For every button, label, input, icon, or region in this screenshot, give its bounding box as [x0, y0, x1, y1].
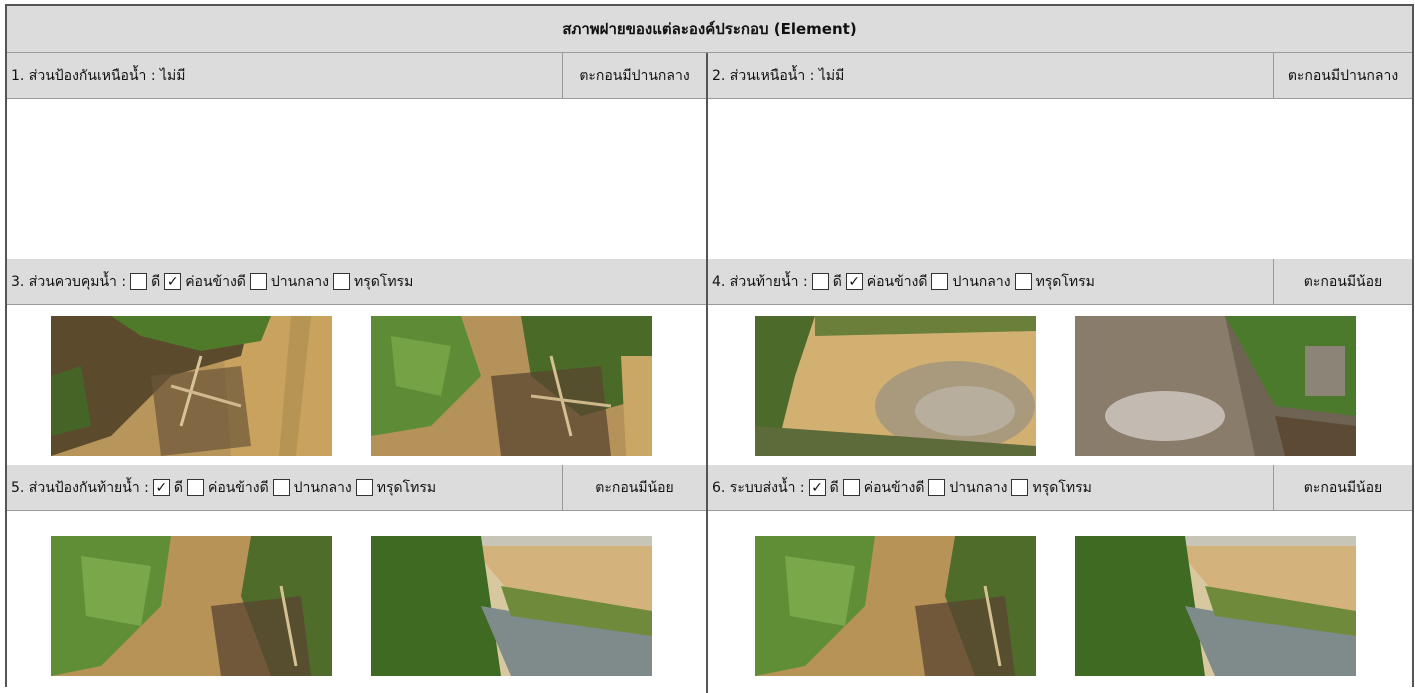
checkbox-e6-1[interactable]: [843, 479, 860, 496]
checkbox-e5-0[interactable]: ✓: [153, 479, 170, 496]
sheet-title: สภาพฝายของแต่ละองค์ประกอบ (Element): [7, 6, 1412, 53]
element-4-label: 4. ส่วนท้ายน้ำ :: [712, 273, 808, 290]
checkbox-label-e4-3: ทรุดโทรม: [1035, 273, 1095, 290]
element-2-label: 2. ส่วนเหนือน้ำ : ไม่มี: [712, 67, 845, 84]
checkbox-e3-1[interactable]: ✓: [164, 273, 181, 290]
element-6-photo-1: [755, 536, 1036, 676]
checkbox-e5-3[interactable]: [356, 479, 373, 496]
element-6-header: [708, 465, 1412, 511]
checkbox-e3-2[interactable]: [250, 273, 267, 290]
element-3-label-group: [7, 271, 706, 293]
element-6-label-group: [708, 477, 1273, 499]
checkbox-e6-0[interactable]: ✓: [809, 479, 826, 496]
element-5-photo-1: [51, 536, 332, 676]
element-4-label-group: [708, 271, 1273, 293]
element-5-label: 5. ส่วนป้องกันท้ายน้ำ :: [11, 479, 149, 496]
checkbox-label-e4-0: ดี: [832, 273, 842, 290]
element-1-header: [7, 53, 706, 99]
element-3-options: [126, 271, 413, 293]
element-3-label: 3. ส่วนควบคุมน้ำ :: [11, 273, 127, 290]
checkbox-label-e6-1: ค่อนข้างดี: [863, 479, 925, 496]
element-4-header: [708, 259, 1412, 305]
checkbox-label-e3-1: ค่อนข้างดี: [185, 273, 246, 290]
checkbox-label-e5-1: ค่อนข้างดี: [207, 479, 269, 496]
checkbox-label-e4-2: ปานกลาง: [952, 273, 1011, 290]
checkbox-label-e6-3: ทรุดโทรม: [1032, 479, 1092, 496]
checkbox-label-e6-2: ปานกลาง: [949, 479, 1008, 496]
element-3-photo-2: [371, 316, 652, 456]
checkbox-label-e3-0: ดี: [151, 273, 161, 290]
checkbox-label-e3-3: ทรุดโทรม: [353, 273, 414, 290]
element-6-photo-2: [1075, 536, 1356, 676]
element-2-header: [708, 53, 1412, 99]
element-4-options: [808, 271, 1095, 293]
element-1-label: 1. ส่วนป้องกันเหนือน้ำ : ไม่มี: [11, 67, 186, 84]
checkbox-label-e5-3: ทรุดโทรม: [376, 479, 437, 496]
checkbox-e4-1[interactable]: ✓: [846, 273, 863, 290]
element-1-status: ตะกอนมีปานกลาง: [562, 53, 706, 98]
checkbox-e4-3[interactable]: [1015, 273, 1032, 290]
checkbox-e6-3[interactable]: [1011, 479, 1028, 496]
element-4-status: ตะกอนมีน้อย: [1273, 259, 1412, 304]
element-condition-sheet: [5, 4, 1414, 687]
column-divider: [706, 53, 708, 693]
element-5-status: ตะกอนมีน้อย: [562, 465, 706, 510]
checkbox-e5-1[interactable]: [187, 479, 204, 496]
checkbox-e4-2[interactable]: [931, 273, 948, 290]
element-6-status: ตะกอนมีน้อย: [1273, 465, 1412, 510]
element-5-options: [149, 477, 436, 499]
element-4-photo-2: [1075, 316, 1356, 456]
element-5-header: [7, 465, 706, 511]
checkbox-label-e3-2: ปานกลาง: [270, 273, 329, 290]
checkbox-label-e4-1: ค่อนข้างดี: [866, 273, 928, 290]
element-4-photo-1: [755, 316, 1036, 456]
element-6-options: [805, 477, 1092, 499]
checkbox-label-e6-0: ดี: [829, 479, 839, 496]
element-5-photo-2: [371, 536, 652, 676]
checkbox-e6-2[interactable]: [928, 479, 945, 496]
checkbox-label-e5-0: ดี: [173, 479, 183, 496]
element-3-photo-1: [51, 316, 332, 456]
element-3-header: [7, 259, 706, 305]
checkbox-e4-0[interactable]: [812, 273, 829, 290]
checkbox-e5-2[interactable]: [273, 479, 290, 496]
checkbox-label-e5-2: ปานกลาง: [293, 479, 352, 496]
checkbox-e3-0[interactable]: [130, 273, 147, 290]
checkbox-e3-3[interactable]: [333, 273, 350, 290]
element-5-label-group: [7, 477, 562, 499]
element-6-label: 6. ระบบส่งน้ำ :: [712, 479, 805, 496]
element-2-status: ตะกอนมีปานกลาง: [1273, 53, 1412, 98]
